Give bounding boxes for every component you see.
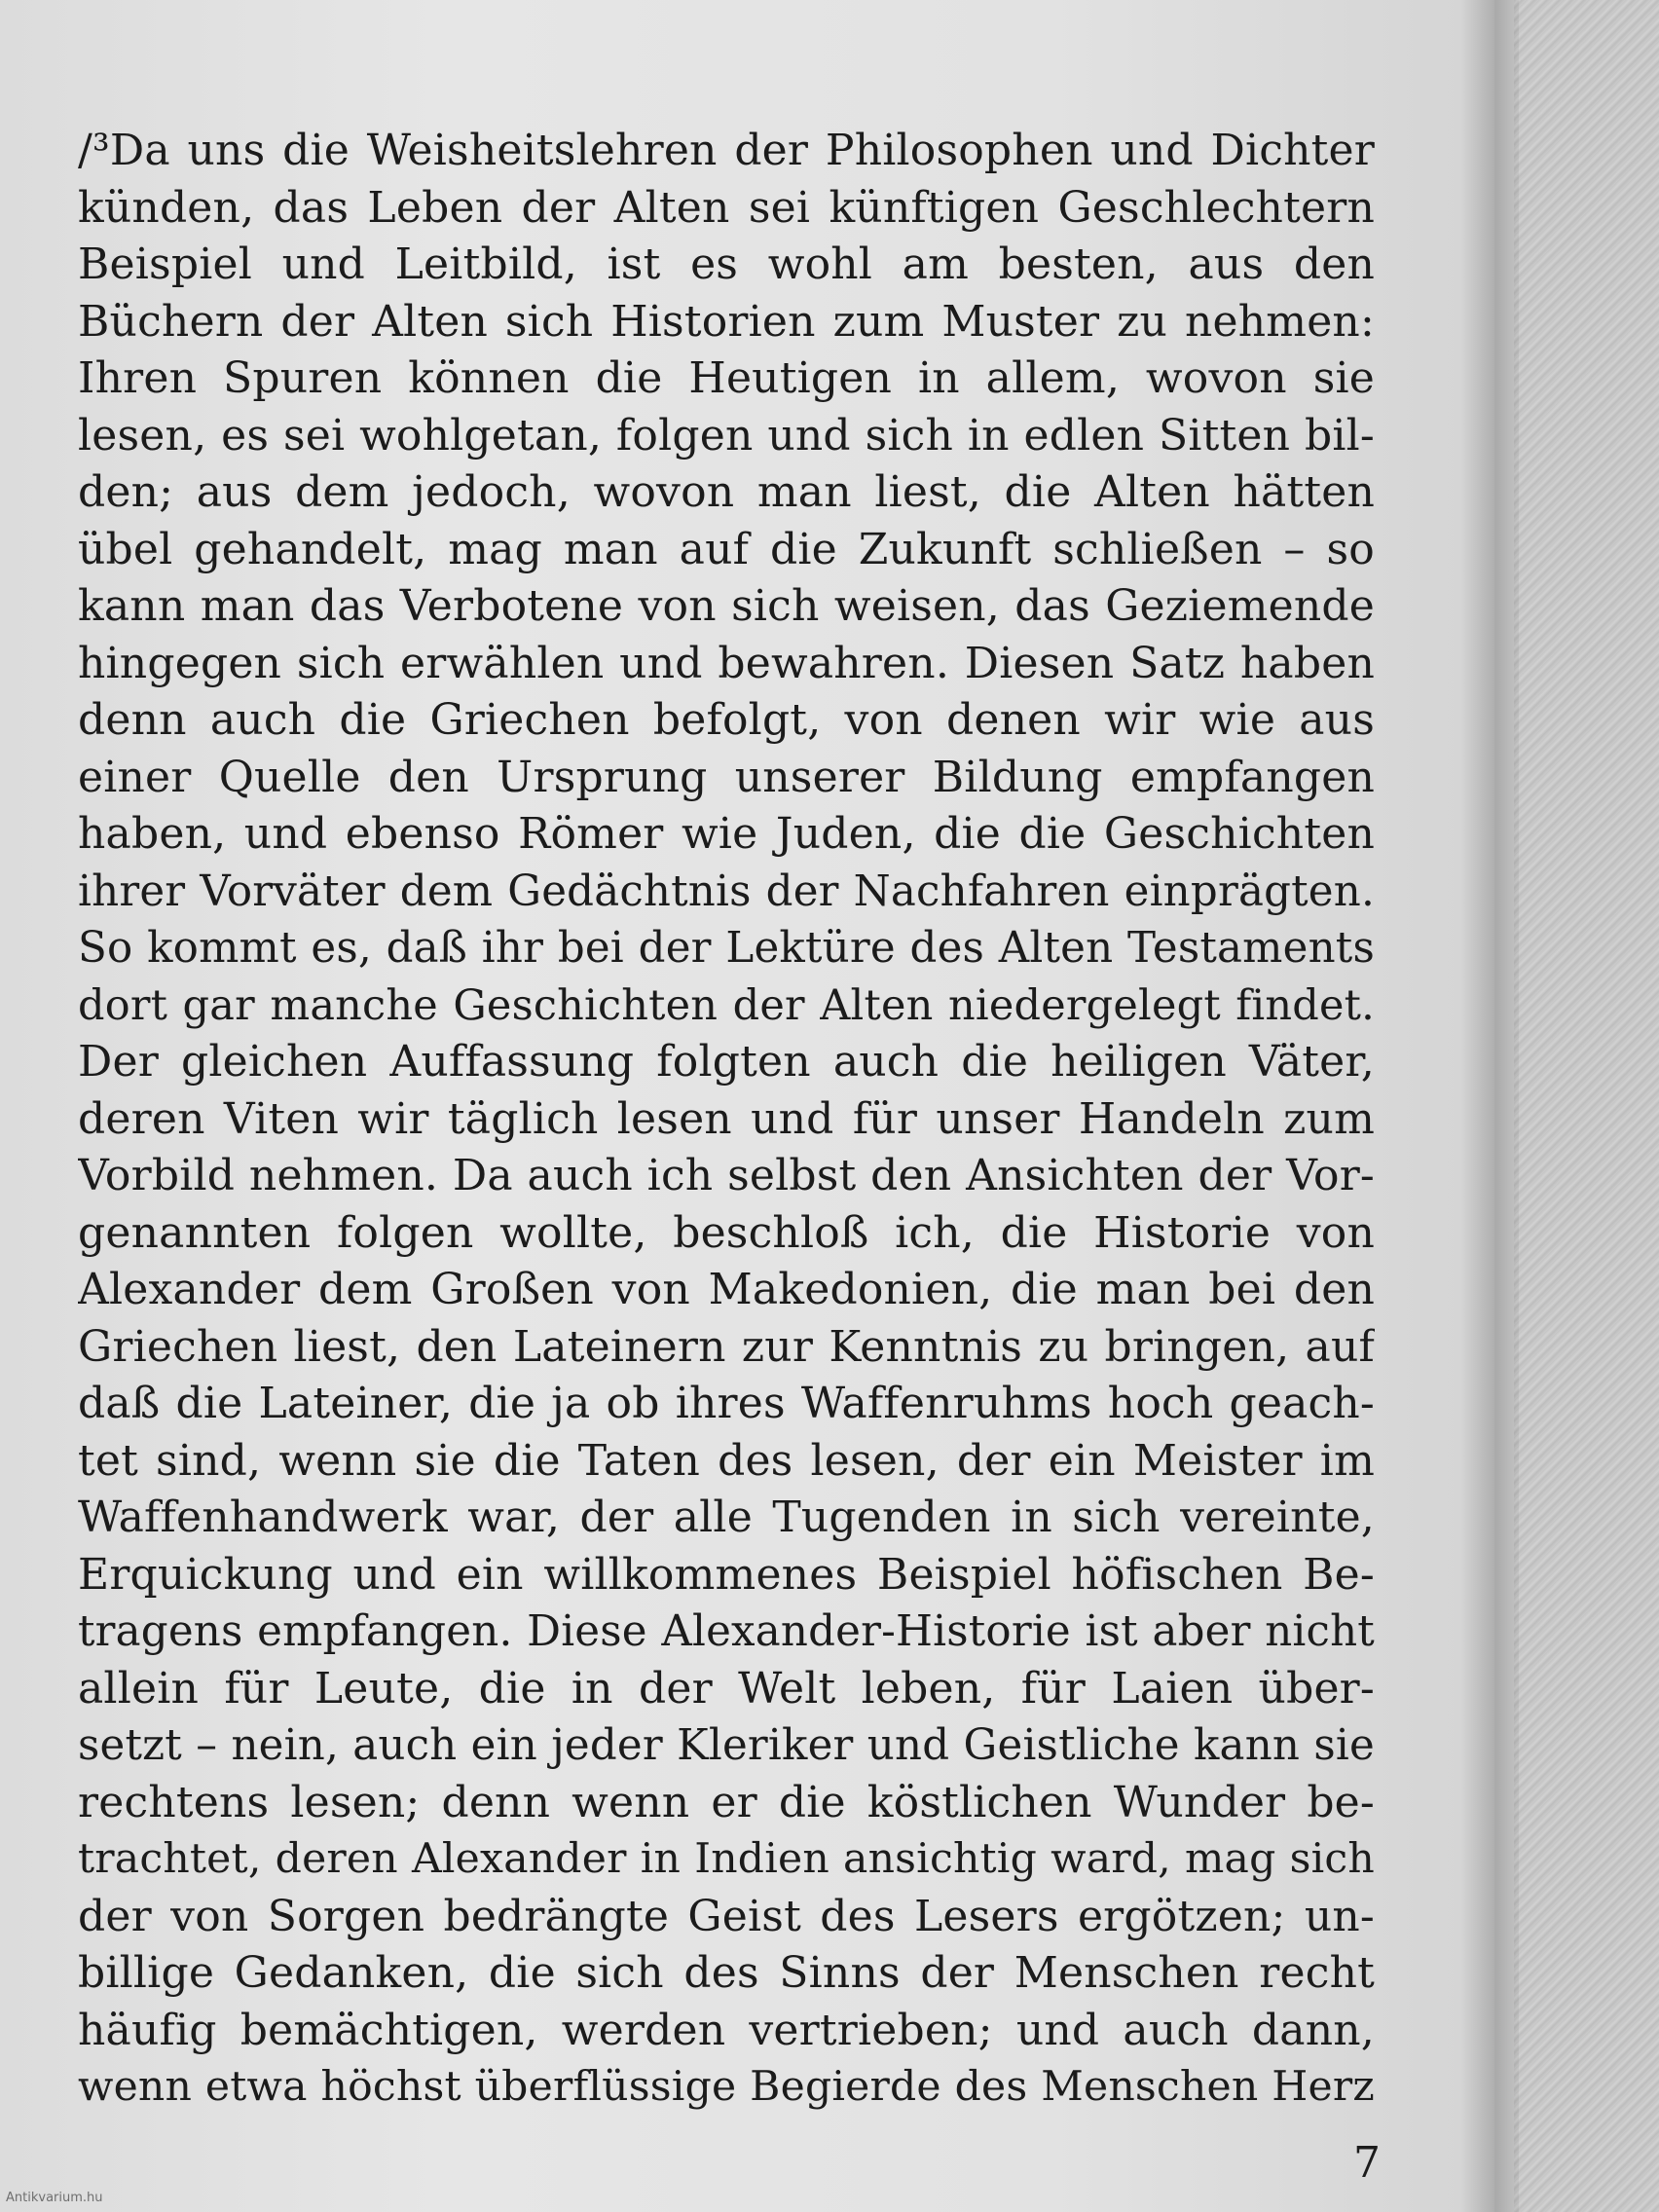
text-line-5: Ihren Spuren können die Heutigen in allem, wovon sie bbox=[78, 353, 1375, 403]
text-line-16: dort gar manche Geschichten der Alten niedergelegt findet. bbox=[78, 980, 1375, 1030]
text-line-32: der von Sorgen bedrängte Geist des Lesers ergötzen; un- bbox=[78, 1891, 1375, 1941]
page-number: 7 bbox=[1353, 2138, 1381, 2188]
text-line-21: Alexander dem Großen von Makedonien, die man bei den bbox=[78, 1265, 1375, 1314]
text-line-25: Waffenhandwerk war, der alle Tugenden in sich vereinte, bbox=[78, 1493, 1375, 1542]
text-line-1: /³Da uns die Weisheitslehren der Philosophen und Dichter bbox=[78, 126, 1375, 175]
text-line-30: rechtens lesen; denn wenn er die köstlichen Wunder be- bbox=[78, 1777, 1375, 1827]
text-line-34: häufig bemächtigen, werden vertrieben; und auch dann, bbox=[78, 2005, 1375, 2055]
text-line-35: wenn etwa höchst überflüssige Begierde des Menschen Herz bbox=[78, 2063, 1375, 2111]
text-line-10: hingegen sich erwählen und bewahren. Diesen Satz haben bbox=[78, 638, 1375, 688]
background-surface bbox=[1514, 0, 1659, 2212]
text-line-26: Erquickung und ein willkommenes Beispiel höfischen Be- bbox=[78, 1549, 1375, 1600]
text-line-27: tragens empfangen. Diese Alexander-Historie ist aber nicht bbox=[78, 1607, 1375, 1656]
text-line-17: Der gleichen Auffassung folgten auch die heiligen Väter, bbox=[78, 1037, 1375, 1087]
text-line-20: genannten folgen wollte, beschloß ich, die Historie von bbox=[78, 1207, 1375, 1258]
text-line-9: kann man das Verbotene von sich weisen, das Geziemende bbox=[78, 581, 1375, 631]
text-line-8: übel gehandelt, mag man auf die Zukunft schließen – so bbox=[78, 524, 1375, 574]
text-line-19: Vorbild nehmen. Da auch ich selbst den Ansichten der Vor- bbox=[78, 1151, 1375, 1200]
page-edge-shadow bbox=[1460, 0, 1519, 2212]
text-line-18: deren Viten wir täglich lesen und für unser Handeln zum bbox=[78, 1093, 1375, 1144]
text-line-23: daß die Lateiner, die ja ob ihres Waffenruhms hoch geach- bbox=[78, 1379, 1375, 1428]
text-line-7: den; aus dem jedoch, wovon man liest, die Alten hätten bbox=[78, 467, 1375, 517]
text-line-3: Beispiel und Leitbild, ist es wohl am besten, aus den bbox=[78, 240, 1375, 289]
text-line-15: So kommt es, daß ihr bei der Lektüre des Alten Testaments bbox=[78, 924, 1375, 973]
text-line-4: Büchern der Alten sich Historien zum Muster zu nehmen: bbox=[78, 296, 1375, 347]
text-line-6: lesen, es sei wohlgetan, folgen und sich in edlen Sitten bil- bbox=[78, 410, 1375, 461]
text-line-24: tet sind, wenn sie die Taten des lesen, der ein Meister im bbox=[78, 1435, 1375, 1486]
body-text bbox=[78, 123, 1375, 2117]
text-line-13: haben, und ebenso Römer wie Juden, die die Geschichten bbox=[78, 809, 1375, 859]
text-line-29: setzt – nein, auch ein jeder Kleriker und Geistliche kann sie bbox=[78, 1721, 1375, 1770]
text-line-33: billige Gedanken, die sich des Sinns der Menschen recht bbox=[78, 1948, 1375, 1998]
text-line-14: ihrer Vorväter dem Gedächtnis der Nachfahren einprägten. bbox=[78, 866, 1375, 916]
text-line-2: künden, das Leben der Alten sei künftigen Geschlechtern bbox=[78, 182, 1375, 233]
text-line-12: einer Quelle den Ursprung unserer Bildung empfangen bbox=[78, 752, 1375, 802]
text-line-11: denn auch die Griechen befolgt, von denen wir wie aus bbox=[78, 695, 1375, 745]
text-line-28: allein für Leute, die in der Welt leben, für Laien über- bbox=[78, 1663, 1375, 1714]
watermark: Antikvarium.hu bbox=[6, 2191, 103, 2205]
text-line-31: trachtet, deren Alexander in Indien ansichtig ward, mag sich bbox=[78, 1835, 1375, 1883]
text-line-22: Griechen liest, den Lateinern zur Kenntnis zu bringen, auf bbox=[78, 1321, 1375, 1372]
